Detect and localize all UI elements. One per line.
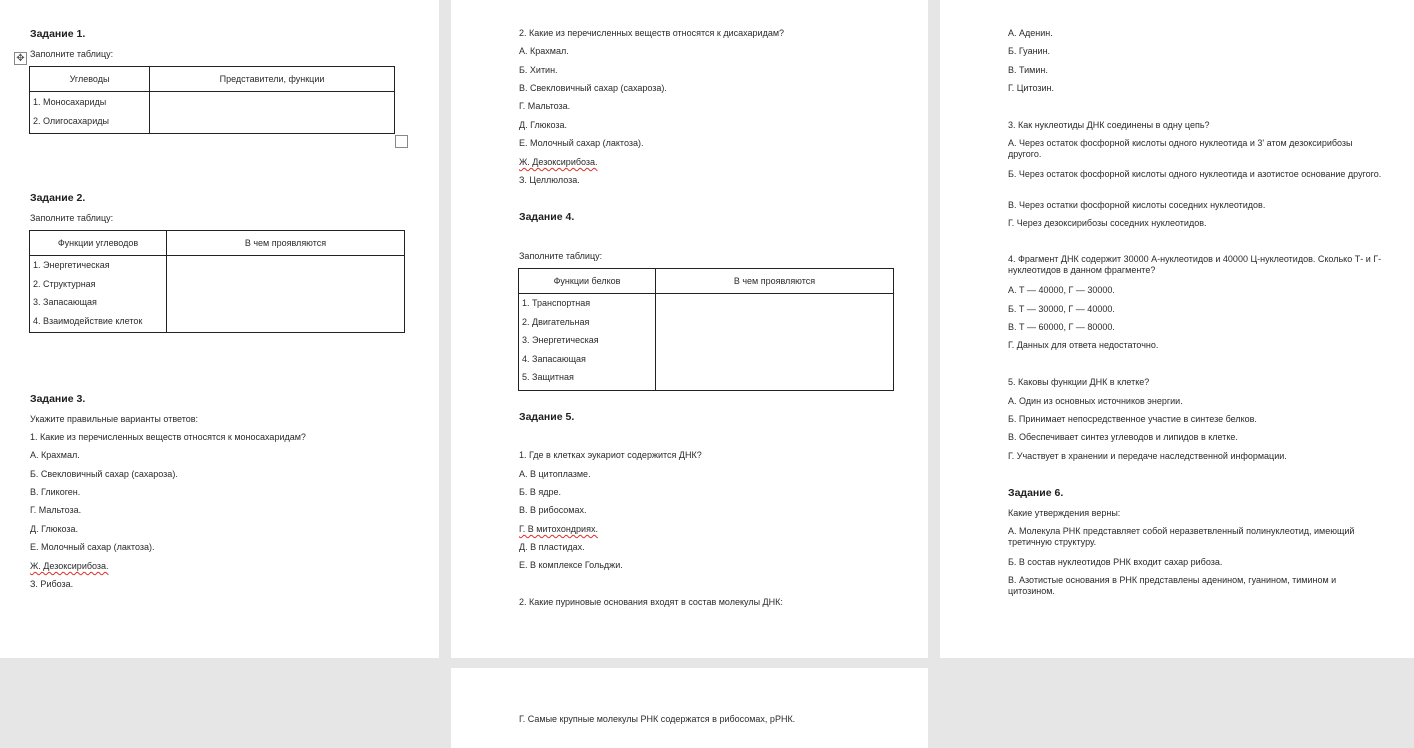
table-header-cell: В чем проявляются bbox=[167, 231, 405, 256]
table-row: 2. Структурная bbox=[33, 278, 96, 289]
table-cell-functions[interactable] bbox=[519, 294, 656, 391]
answer-option: А. Один из основных источников энергии. bbox=[1008, 396, 1183, 406]
answer-option: В. Обеспечивает синтез углеводов и липидов в клетке. bbox=[1008, 432, 1238, 442]
answer-option: А. Т — 40000, Г — 30000. bbox=[1008, 285, 1115, 295]
document-page-2 bbox=[451, 0, 928, 658]
answer-option: Б. Через остаток фосфорной кислоты одного нуклеотида и азотистое основание другого. bbox=[1008, 169, 1382, 179]
task5-question-1: 1. Где в клетках эукариот содержится ДНК? bbox=[519, 450, 702, 460]
document-page-1 bbox=[0, 0, 439, 658]
table-cell-empty[interactable] bbox=[167, 256, 405, 333]
table-move-handle-icon[interactable]: ✥ bbox=[14, 52, 27, 65]
answer-option: Г. Участвует в хранении и передаче наследственной информации. bbox=[1008, 451, 1287, 461]
answer-option: Г. Данных для ответа недостаточно. bbox=[1008, 340, 1159, 350]
task3-intro: Укажите правильные варианты ответов: bbox=[30, 414, 199, 424]
answer-option: Г. Мальтоза. bbox=[30, 505, 82, 515]
table-row: 2. Двигательная bbox=[522, 316, 590, 327]
task5-question-2: 2. Какие пуриновые основания входят в состав молекулы ДНК: bbox=[519, 597, 783, 607]
task6-heading: Задание 6. bbox=[1008, 487, 1064, 499]
task2-heading: Задание 2. bbox=[30, 192, 86, 204]
document-page-4 bbox=[451, 668, 928, 748]
task5-question-3: 3. Как нуклеотиды ДНК соединены в одну цепь? bbox=[1008, 120, 1210, 130]
task1-intro: Заполните таблицу: bbox=[30, 49, 114, 59]
table-row: 1. Транспортная bbox=[522, 298, 591, 308]
document-page-3 bbox=[940, 0, 1414, 658]
answer-option: Г. Мальтоза. bbox=[519, 101, 571, 111]
table-row: 4. Взаимодействие клеток bbox=[33, 315, 143, 326]
answer-option: А. Крахмал. bbox=[30, 450, 80, 460]
table-row: 1. Энергетическая bbox=[33, 260, 110, 270]
task4-heading: Задание 4. bbox=[519, 211, 575, 223]
table-cell-empty[interactable] bbox=[150, 92, 395, 134]
table-row: 1. Моносахариды bbox=[33, 97, 107, 107]
table-resize-handle[interactable] bbox=[395, 135, 408, 148]
task4-table[interactable] bbox=[518, 268, 894, 391]
task1-heading: Задание 1. bbox=[30, 28, 86, 40]
answer-option: Б. Свекловичный сахар (сахароза). bbox=[30, 469, 178, 479]
task1-table[interactable] bbox=[29, 66, 395, 134]
answer-option: З. Целлюлоза. bbox=[519, 175, 580, 185]
task5-heading: Задание 5. bbox=[519, 411, 575, 423]
answer-option-misspelled: Ж. Дезоксирибоза. bbox=[30, 561, 109, 571]
table-row: 3. Запасающая bbox=[33, 297, 97, 307]
statement-option: Г. Самые крупные молекулы РНК содержатся в рибосомах, рРНК. bbox=[519, 714, 796, 724]
task5-question-5: 5. Каковы функции ДНК в клетке? bbox=[1008, 377, 1150, 387]
task4-intro: Заполните таблицу: bbox=[519, 251, 603, 261]
statement-option: В. Азотистые основания в РНК представлены аденином, гуанином, тимином и цитозином. bbox=[1008, 575, 1337, 596]
answer-option: Д. В пластидах. bbox=[519, 542, 585, 552]
answer-option: А. Крахмал. bbox=[519, 46, 569, 56]
task2-table[interactable] bbox=[29, 230, 405, 333]
answer-option: Б. Гуанин. bbox=[1008, 46, 1051, 56]
answer-option: В. В рибосомах. bbox=[519, 505, 587, 515]
task5-question-4: 4. Фрагмент ДНК содержит 30000 А-нуклеотидов и 40000 Ц-нуклеотидов. Сколько Т- и Г-нуклеотидов в данном фрагменте? bbox=[1008, 254, 1382, 275]
answer-option: Е. Молочный сахар (лактоза). bbox=[519, 138, 644, 148]
statement-option: Б. В состав нуклеотидов РНК входит сахар рибоза. bbox=[1008, 557, 1223, 567]
answer-option: Д. Глюкоза. bbox=[519, 120, 568, 130]
table-header-cell: В чем проявляются bbox=[656, 269, 894, 294]
answer-option: В. Через остатки фосфорной кислоты соседних нуклеотидов. bbox=[1008, 200, 1266, 210]
answer-option: Е. Молочный сахар (лактоза). bbox=[30, 542, 155, 552]
table-header-cell: Представители, функции bbox=[150, 67, 395, 92]
table-row: 3. Энергетическая bbox=[522, 335, 599, 345]
answer-option: А. В цитоплазме. bbox=[519, 469, 591, 479]
answer-option-misspelled: Ж. Дезоксирибоза. bbox=[519, 157, 598, 167]
answer-option: А. Аденин. bbox=[1008, 28, 1053, 38]
statement-option: А. Молекула РНК представляет собой неразветвленный полинуклеотид, имеющий третичную структуру. bbox=[1008, 526, 1355, 547]
table-header-cell: Функции углеводов bbox=[30, 231, 167, 256]
table-header-cell: Функции белков bbox=[519, 269, 656, 294]
table-row: 5. Защитная bbox=[522, 372, 574, 382]
answer-option: Д. Глюкоза. bbox=[30, 524, 79, 534]
answer-option: Б. Т — 30000, Г — 40000. bbox=[1008, 304, 1115, 314]
table-row: 4. Запасающая bbox=[522, 353, 586, 364]
answer-option: В. Свекловичный сахар (сахароза). bbox=[519, 83, 667, 93]
task3-heading: Задание 3. bbox=[30, 393, 86, 405]
task6-intro: Какие утверждения верны: bbox=[1008, 508, 1121, 518]
answer-option bbox=[1008, 138, 1382, 160]
table-header-cell: Углеводы bbox=[30, 67, 150, 92]
table-cell-empty[interactable] bbox=[656, 294, 894, 391]
answer-option-misspelled: Г. В митохондриях. bbox=[519, 524, 598, 534]
table-cell-carbs[interactable] bbox=[30, 92, 150, 134]
answer-option: Б. В ядре. bbox=[519, 487, 562, 497]
option-text: А. Через остаток фосфорной кислоты одного нуклеотида и 3' атом дезоксирибозы другого. bbox=[1008, 138, 1353, 159]
table-cell-functions[interactable] bbox=[30, 256, 167, 333]
answer-option: Е. В комплексе Гольджи. bbox=[519, 560, 623, 570]
task3-question-2: 2. Какие из перечисленных веществ относятся к дисахаридам? bbox=[519, 28, 785, 38]
answer-option: З. Рибоза. bbox=[30, 579, 74, 589]
answer-option: Г. Через дезоксирибозы соседних нуклеотидов. bbox=[1008, 218, 1207, 228]
answer-option: Б. Хитин. bbox=[519, 65, 558, 75]
table-row: 2. Олигосахариды bbox=[33, 115, 109, 126]
answer-option: В. Тимин. bbox=[1008, 65, 1048, 75]
answer-option: Г. Цитозин. bbox=[1008, 83, 1055, 93]
answer-option: В. Т — 60000, Г — 80000. bbox=[1008, 322, 1115, 332]
task2-intro: Заполните таблицу: bbox=[30, 213, 114, 223]
answer-option: Б. Принимает непосредственное участие в синтезе белков. bbox=[1008, 414, 1257, 424]
task3-question-1: 1. Какие из перечисленных веществ относятся к моносахаридам? bbox=[30, 432, 306, 442]
answer-option: В. Гликоген. bbox=[30, 487, 81, 497]
